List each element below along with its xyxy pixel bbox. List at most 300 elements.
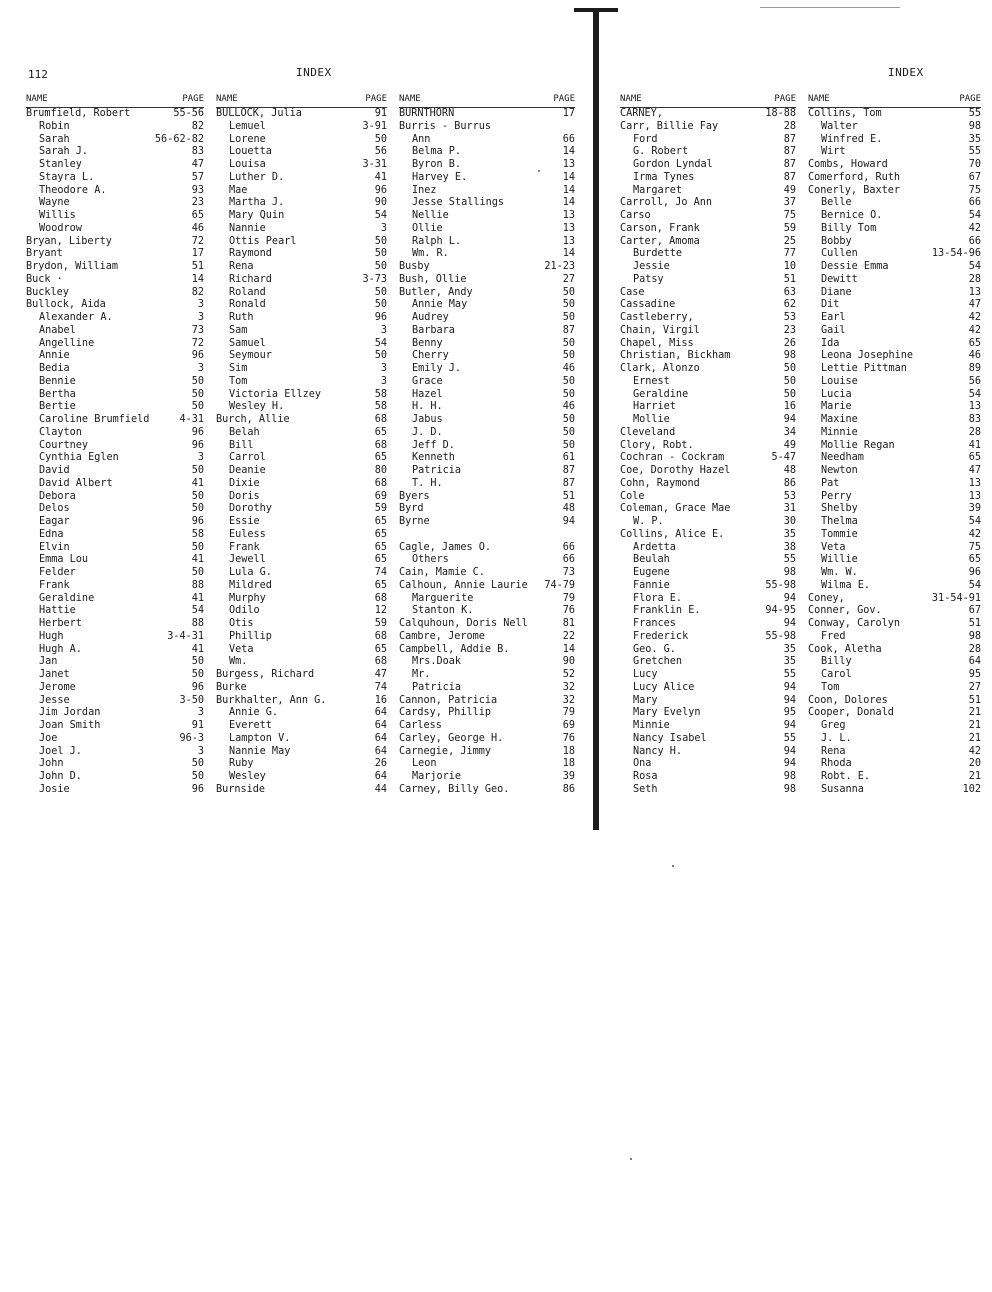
- index-entry: [216, 363, 387, 376]
- index-entry: [216, 325, 387, 338]
- index-entry: [216, 159, 387, 172]
- index-entry: [808, 376, 981, 389]
- entry-name: Nancy H.: [633, 745, 683, 757]
- entry-name: Byrd: [399, 503, 424, 515]
- entry-name: Cambre, Jerome: [399, 630, 485, 642]
- index-entry: [216, 248, 387, 261]
- index-entry: [26, 440, 204, 453]
- entry-name: Hazel: [412, 388, 443, 400]
- entry-page: 67: [968, 171, 981, 183]
- entry-name: Susanna: [821, 783, 864, 795]
- entry-page: 50: [562, 350, 575, 362]
- index-entry: [26, 707, 204, 720]
- index-entry: [620, 427, 796, 440]
- entry-page: 95: [968, 669, 981, 680]
- index-entry: [808, 746, 981, 759]
- entry-page: 94: [562, 516, 575, 527]
- entry-page: 47: [968, 465, 981, 476]
- index-entry: [26, 363, 204, 376]
- entry-page: 51: [191, 261, 204, 272]
- entry-name: W. P.: [633, 516, 664, 527]
- index-entry: [26, 695, 204, 708]
- entry-name: Busby: [399, 261, 430, 272]
- entry-name: Seymour: [229, 350, 272, 362]
- entry-page: 35: [783, 528, 796, 540]
- entry-page: 64: [374, 707, 387, 719]
- entry-page: 14: [562, 248, 575, 260]
- entry-page: 102: [962, 783, 981, 795]
- index-entry: [399, 516, 575, 529]
- index-entry: [808, 758, 981, 771]
- index-entry: [620, 376, 796, 389]
- index-entry: [808, 401, 981, 414]
- index-entry: [399, 350, 575, 363]
- index-entry: [620, 733, 796, 746]
- entry-page: 17: [562, 108, 575, 119]
- index-entry: [216, 567, 387, 580]
- entry-page: 41: [968, 439, 981, 451]
- entry-name: Bullock, Aida: [26, 299, 106, 311]
- index-entry: [399, 274, 575, 287]
- entry-page: 87: [783, 133, 796, 145]
- index-entry: [216, 580, 387, 593]
- entry-page: 91: [374, 108, 387, 119]
- entry-page: 50: [191, 388, 204, 400]
- index-entry: [26, 427, 204, 440]
- index-entry: [808, 656, 981, 669]
- index-entry: [399, 159, 575, 172]
- entry-name: Lucia: [821, 388, 852, 400]
- entry-name: Otis: [229, 618, 254, 629]
- entry-name: Billy: [821, 656, 852, 668]
- index-entry: [808, 223, 981, 236]
- index-entry: [26, 682, 204, 695]
- entry-name: Wilma E.: [821, 579, 871, 591]
- entry-page: 68: [374, 630, 387, 642]
- entry-page: 96: [374, 184, 387, 196]
- entry-name: Richard: [229, 273, 272, 285]
- index-column-1: [26, 94, 204, 797]
- entry-name: Grace: [412, 375, 443, 387]
- index-entry: [808, 261, 981, 274]
- entry-name: Cagle, James O.: [399, 541, 492, 553]
- entry-page: 13: [968, 490, 981, 502]
- index-entry: [26, 146, 204, 159]
- entry-name: Elvin: [39, 541, 70, 553]
- index-entry: [808, 491, 981, 504]
- index-entry: [399, 261, 575, 274]
- entry-name: Edna: [39, 528, 64, 540]
- index-entry: [808, 452, 981, 465]
- index-entry: [216, 784, 387, 797]
- index-entry: [26, 338, 204, 351]
- entry-name: Patricia: [412, 681, 462, 693]
- index-entry: [216, 733, 387, 746]
- index-entry: [808, 274, 981, 287]
- entry-page: 35: [968, 133, 981, 145]
- entry-page: 58: [191, 528, 204, 540]
- entry-name: H. H.: [412, 401, 443, 413]
- index-entry: [399, 784, 575, 797]
- entry-name: Coe, Dorothy Hazel: [620, 465, 731, 476]
- index-entry: [216, 261, 387, 274]
- index-entry: [26, 414, 204, 427]
- index-entry: [216, 414, 387, 427]
- entry-name: Patsy: [633, 273, 664, 285]
- index-entry: [808, 478, 981, 491]
- index-entry: [620, 707, 796, 720]
- index-entry: [399, 312, 575, 325]
- entry-page: 37: [783, 197, 796, 209]
- column-header-name: NAME: [620, 94, 642, 104]
- index-entry: [808, 529, 981, 542]
- entry-page: 3: [197, 363, 204, 374]
- entry-page: 75: [968, 541, 981, 553]
- index-entry: [808, 580, 981, 593]
- index-entry: [26, 350, 204, 363]
- index-entry: [399, 146, 575, 159]
- entry-page: 50: [562, 337, 575, 349]
- index-entry: [620, 350, 796, 363]
- entry-name: Byron B.: [412, 159, 462, 170]
- index-entry: [808, 134, 981, 147]
- index-entry: [620, 274, 796, 287]
- entry-page: 4-31: [179, 414, 204, 425]
- index-entry: [399, 210, 575, 223]
- entry-page: 87: [783, 171, 796, 183]
- entry-page: 50: [783, 363, 796, 374]
- entry-page: 65: [374, 541, 387, 553]
- index-entry: [620, 287, 796, 300]
- entry-name: Ann: [412, 133, 431, 145]
- index-entry: [399, 452, 575, 465]
- entry-name: Brydon, William: [26, 261, 119, 272]
- entry-name: Carol: [821, 669, 852, 680]
- index-entry: [808, 338, 981, 351]
- entry-name: Sarah J.: [39, 146, 89, 158]
- entry-page: 42: [968, 528, 981, 540]
- entry-name: Nancy Isabel: [633, 732, 707, 744]
- index-entry: [808, 695, 981, 708]
- entry-page: 27: [968, 681, 981, 693]
- entry-name: Cook, Aletha: [808, 643, 882, 655]
- index-entry: [399, 287, 575, 300]
- entry-page: 3: [197, 745, 204, 757]
- entry-page: 98: [968, 120, 981, 132]
- entry-name: Barbara: [412, 324, 455, 336]
- index-entry: [808, 618, 981, 631]
- entry-page: 3-31: [362, 159, 387, 170]
- index-entry: [620, 389, 796, 402]
- entry-name: Belma P.: [412, 146, 462, 158]
- index-entry: [808, 631, 981, 644]
- entry-page: 63: [783, 286, 796, 298]
- entry-name: Margaret: [633, 184, 683, 196]
- entry-page: 54: [374, 337, 387, 349]
- index-entry: [399, 338, 575, 351]
- entry-page: 41: [191, 554, 204, 566]
- entry-name: Collins, Alice E.: [620, 528, 725, 540]
- index-entry: [620, 414, 796, 427]
- entry-name: Earl: [821, 312, 846, 323]
- index-entry: [808, 593, 981, 606]
- entry-page: 54: [191, 605, 204, 617]
- index-entry: [620, 248, 796, 261]
- entry-page: 62: [783, 299, 796, 311]
- entry-name: Benny: [412, 337, 443, 349]
- entry-page: 73: [562, 567, 575, 578]
- entry-page: 3: [197, 312, 204, 323]
- entry-page: 65: [191, 210, 204, 221]
- entry-page: 21: [968, 707, 981, 719]
- entry-page: 55: [968, 108, 981, 119]
- index-entry: [216, 312, 387, 325]
- entry-page: 50: [374, 248, 387, 260]
- index-entry: [620, 631, 796, 644]
- entry-page: 74: [374, 567, 387, 578]
- entry-name: Mollie Regan: [821, 439, 895, 451]
- entry-name: Carr, Billie Fay: [620, 120, 719, 132]
- entry-name: Fannie: [633, 579, 670, 591]
- index-entry: [26, 631, 204, 644]
- entry-page: 75: [968, 184, 981, 196]
- index-entry: [399, 567, 575, 580]
- entry-page: 21-23: [544, 261, 575, 272]
- index-entry: [620, 363, 796, 376]
- entry-page: 66: [968, 235, 981, 247]
- index-entry: [620, 185, 796, 198]
- entry-page: 50: [562, 286, 575, 298]
- entry-page: 50: [191, 656, 204, 668]
- index-entry: [399, 197, 575, 210]
- index-entry: [808, 146, 981, 159]
- entry-page: 72: [191, 235, 204, 247]
- index-entry: [26, 567, 204, 580]
- entry-name: Dorothy: [229, 503, 272, 515]
- index-entry: [26, 465, 204, 478]
- entry-name: Mary: [633, 694, 658, 706]
- entry-page: 3: [197, 299, 204, 311]
- entry-page: 82: [191, 120, 204, 132]
- entry-name: Calhoun, Annie Laurie: [399, 579, 528, 591]
- entry-name: Franklin E.: [633, 605, 701, 617]
- entry-name: Tom: [821, 681, 840, 693]
- entry-page: 87: [562, 465, 575, 476]
- index-entry: [399, 223, 575, 236]
- entry-page: 87: [783, 146, 796, 158]
- entry-page: 23: [783, 324, 796, 336]
- entry-page: 94: [783, 592, 796, 604]
- entry-name: Wirt: [821, 146, 846, 158]
- entry-page: 46: [191, 222, 204, 234]
- entry-page: 90: [562, 656, 575, 668]
- index-entry: [26, 210, 204, 223]
- entry-page: 35: [783, 643, 796, 655]
- entry-page: 18-88: [765, 108, 796, 119]
- index-entry: [216, 758, 387, 771]
- index-entry: [399, 669, 575, 682]
- index-header-right: INDEX: [888, 66, 924, 79]
- entry-page: 65: [968, 554, 981, 566]
- index-entry: [399, 401, 575, 414]
- index-entry: [808, 312, 981, 325]
- entry-name: Cain, Mamie C.: [399, 567, 485, 578]
- index-entry: [26, 491, 204, 504]
- index-column-5: [808, 94, 981, 797]
- entry-page: 83: [968, 414, 981, 425]
- entry-name: Ruby: [229, 758, 254, 770]
- entry-name: Robin: [39, 120, 70, 132]
- index-entry: [620, 593, 796, 606]
- entry-page: 96: [191, 426, 204, 438]
- entry-name: Lucy Alice: [633, 681, 695, 693]
- entry-page: 30: [783, 516, 796, 527]
- entry-name: Flora E.: [633, 592, 683, 604]
- index-entry: [399, 427, 575, 440]
- entry-page: 76: [562, 732, 575, 744]
- entry-name: Sim: [229, 363, 248, 374]
- index-entry: [808, 236, 981, 249]
- entry-name: Janet: [39, 669, 70, 680]
- index-entry: [216, 593, 387, 606]
- entry-page: 68: [374, 656, 387, 668]
- entry-name: Bedia: [39, 363, 70, 374]
- index-entry: [620, 529, 796, 542]
- entry-page: 56-62-82: [154, 133, 204, 145]
- column-header-name: NAME: [399, 94, 421, 104]
- entry-page: 81: [562, 618, 575, 629]
- entry-name: Stayra L.: [39, 171, 95, 183]
- entry-name: Rena: [821, 745, 846, 757]
- entry-page: 14: [562, 171, 575, 183]
- index-entry: [808, 287, 981, 300]
- entry-name: Bush, Ollie: [399, 273, 467, 285]
- entry-name: Nannie: [229, 222, 266, 234]
- entry-page: 52: [562, 669, 575, 680]
- entry-page: 47: [968, 299, 981, 311]
- entry-page: 17: [191, 248, 204, 260]
- index-entry: [620, 554, 796, 567]
- index-entry: [620, 682, 796, 695]
- entry-name: Newton: [821, 465, 858, 476]
- index-entry: [216, 108, 387, 121]
- entry-page: 64: [374, 771, 387, 782]
- entry-name: Ona: [633, 758, 652, 770]
- index-entry: [808, 644, 981, 657]
- index-entry: [620, 159, 796, 172]
- index-entry: [620, 771, 796, 784]
- index-entry: [26, 720, 204, 733]
- entry-name: Stanley: [39, 159, 82, 170]
- index-entry: [399, 758, 575, 771]
- index-entry: [808, 567, 981, 580]
- entry-page: 94: [783, 414, 796, 425]
- entry-name: Cole: [620, 490, 645, 502]
- entry-name: Bertha: [39, 388, 76, 400]
- entry-name: Jim Jordan: [39, 707, 101, 719]
- entry-name: Others: [412, 554, 449, 566]
- entry-page: 32: [562, 694, 575, 706]
- entry-name: Mary Quin: [229, 210, 285, 221]
- column-header: [808, 94, 981, 108]
- entry-page: 14: [562, 643, 575, 655]
- column-header-page: PAGE: [182, 94, 204, 104]
- index-entry: [399, 491, 575, 504]
- index-entry: [216, 516, 387, 529]
- entry-page: 89: [968, 363, 981, 374]
- entry-name: Byrne: [399, 516, 430, 527]
- entry-name: Courtney: [39, 439, 89, 451]
- entry-page: 65: [374, 528, 387, 540]
- index-entry: [620, 236, 796, 249]
- entry-name: Clayton: [39, 426, 82, 438]
- entry-page: 64: [374, 732, 387, 744]
- entry-name: Louise: [821, 375, 858, 387]
- column-header-name: NAME: [26, 94, 48, 104]
- index-entry: [808, 159, 981, 172]
- entry-page: 68: [374, 414, 387, 425]
- entry-name: Conner, Gov.: [808, 605, 882, 617]
- entry-name: Euless: [229, 528, 266, 540]
- entry-name: Cynthia Eglen: [39, 452, 119, 464]
- entry-name: Beulah: [633, 554, 670, 566]
- index-entry: [399, 236, 575, 249]
- entry-page: 53: [783, 490, 796, 502]
- index-entry: [216, 682, 387, 695]
- entry-name: Rosa: [633, 771, 658, 782]
- index-entry: [26, 223, 204, 236]
- entry-name: Bryan, Liberty: [26, 235, 112, 247]
- entry-page: 98: [968, 630, 981, 642]
- entry-name: Wm.: [229, 656, 248, 668]
- entry-name: Nannie May: [229, 745, 291, 757]
- entry-name: Martha J.: [229, 197, 285, 209]
- entry-name: Gordon Lyndal: [633, 159, 713, 170]
- entry-page: 23: [191, 197, 204, 209]
- entry-name: Samuel: [229, 337, 266, 349]
- index-entry: [26, 159, 204, 172]
- entry-name: Hattie: [39, 605, 76, 617]
- index-entry: [216, 656, 387, 669]
- entry-name: Louisa: [229, 159, 266, 170]
- entry-page: 53: [783, 312, 796, 323]
- entry-page: 94: [783, 720, 796, 731]
- index-entry: [399, 440, 575, 453]
- entry-page: 79: [562, 707, 575, 719]
- entry-page: 96: [191, 783, 204, 795]
- entry-page: 65: [374, 426, 387, 438]
- entry-page: 16: [783, 401, 796, 413]
- index-header-left: INDEX: [296, 66, 332, 79]
- entry-name: Burris - Burrus: [399, 120, 492, 132]
- scan-dot: [538, 170, 540, 172]
- entry-page: 59: [783, 222, 796, 234]
- entry-page: 83: [191, 146, 204, 158]
- entry-name: Caroline Brumfield: [39, 414, 150, 425]
- entry-name: Audrey: [412, 312, 449, 323]
- index-entry: [620, 108, 796, 121]
- index-entry: [620, 197, 796, 210]
- entry-page: 51: [968, 618, 981, 629]
- entry-name: Gail: [821, 324, 846, 336]
- entry-name: Clark, Alonzo: [620, 363, 700, 374]
- entry-name: Ronald: [229, 299, 266, 311]
- index-entry: [216, 605, 387, 618]
- entry-name: Collins, Tom: [808, 108, 882, 119]
- entry-name: Jan: [39, 656, 58, 668]
- index-entry: [808, 414, 981, 427]
- entry-page: 13: [562, 210, 575, 221]
